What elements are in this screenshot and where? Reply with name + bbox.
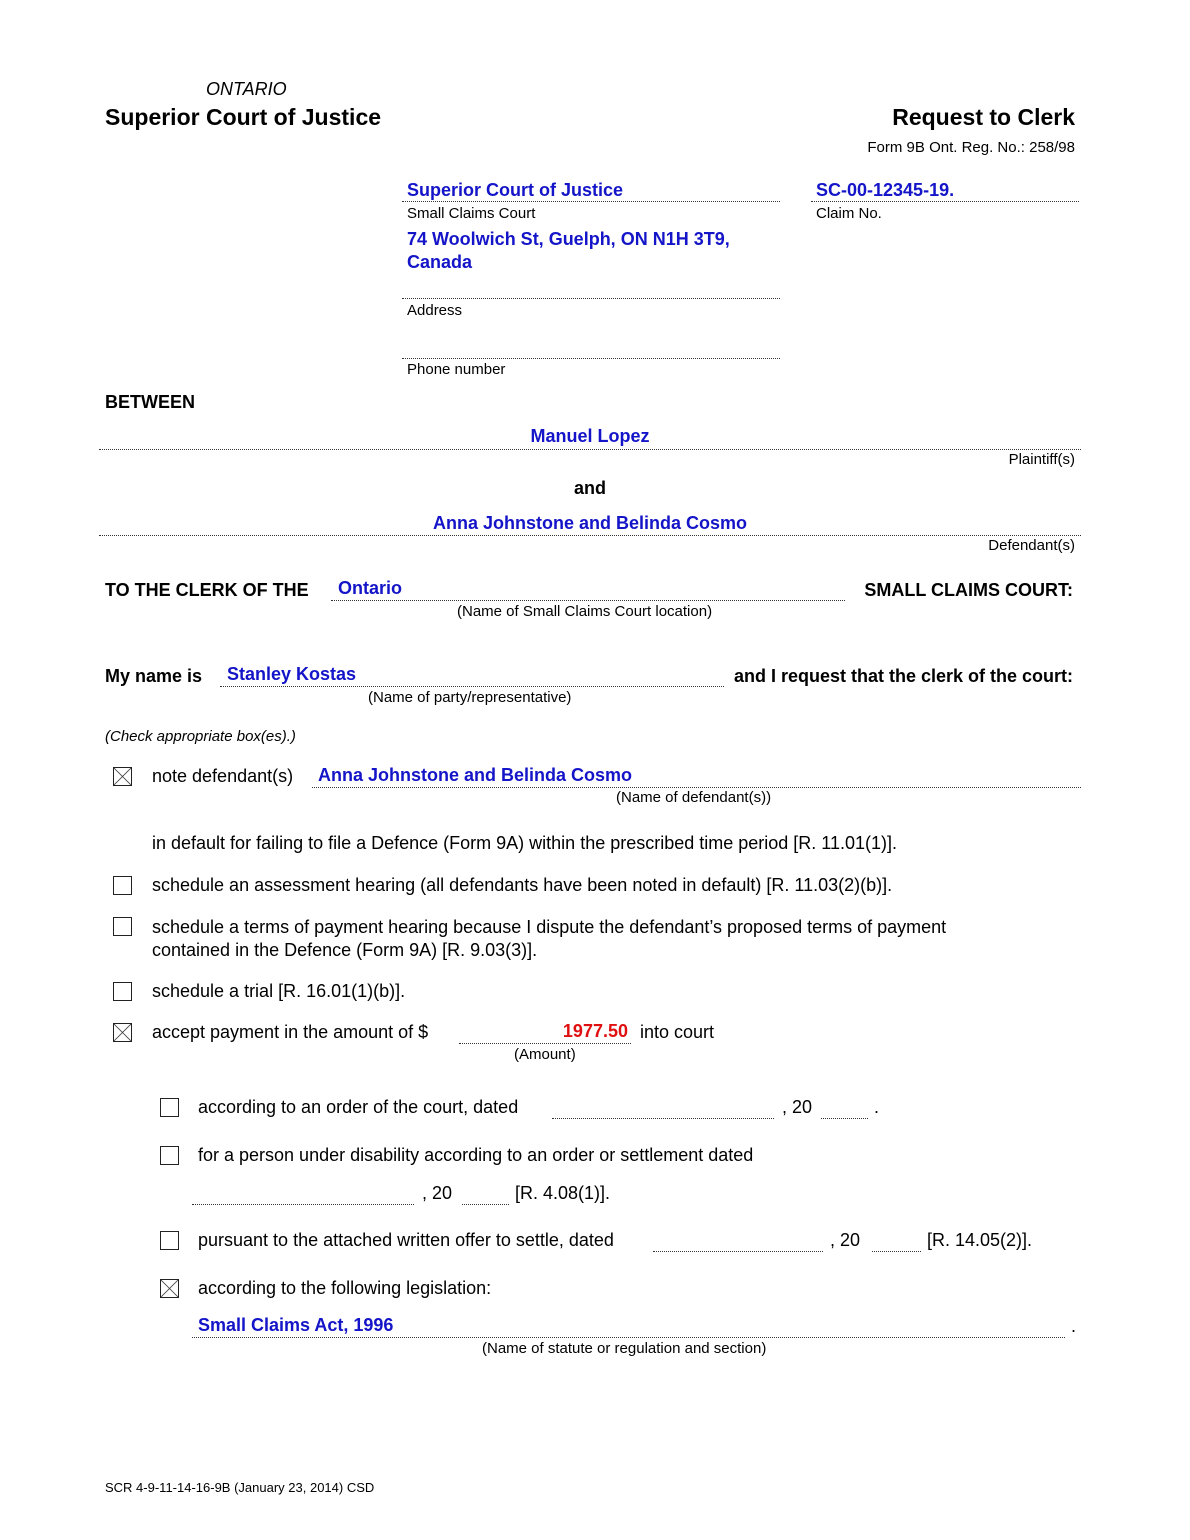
checkmark-x-icon <box>114 1024 131 1041</box>
offer-to-settle-checkbox[interactable] <box>160 1231 179 1250</box>
accept-payment-suffix: into court <box>640 1022 715 1042</box>
check-instructions: (Check appropriate box(es).) <box>105 728 296 745</box>
claim-number-caption: Claim No. <box>816 205 882 222</box>
disability-year-field[interactable] <box>462 1182 509 1205</box>
court-location-field[interactable] <box>331 577 845 601</box>
accept-payment-label: accept payment in the amount of $ <box>152 1022 429 1042</box>
amount-caption: (Amount) <box>514 1046 576 1063</box>
accept-payment-checkbox[interactable] <box>113 1023 132 1042</box>
court-name-value: Superior Court of Justice <box>407 180 624 200</box>
legislation-value: Small Claims Act, 1996 <box>198 1315 394 1335</box>
phone-field[interactable] <box>402 330 780 359</box>
checkmark-x-icon <box>114 768 131 785</box>
checkmark-x-icon <box>161 1280 178 1297</box>
offer-to-settle-year-field[interactable] <box>872 1229 921 1252</box>
court-order-date-field[interactable] <box>552 1096 774 1119</box>
disability-label: for a person under disability according to an order or settlement dated <box>198 1145 754 1165</box>
court-order-end: . <box>874 1097 880 1117</box>
address-caption: Address <box>407 302 463 319</box>
court-order-year-prefix: , 20 <box>782 1097 813 1117</box>
legislation-field[interactable] <box>192 1314 1065 1338</box>
requester-name-field[interactable] <box>220 663 724 687</box>
terms-of-payment-line-2: contained in the Defence (Form 9A) [R. 9.03(3)]. <box>152 940 538 960</box>
assessment-hearing-label: schedule an assessment hearing (all defendants have been noted in default) [R. 11.03(2)(b)]. <box>152 875 893 895</box>
terms-of-payment-line-1: schedule a terms of payment hearing because I dispute the defendant’s proposed terms of payment <box>152 917 947 937</box>
court-name-caption: Small Claims Court <box>407 205 536 222</box>
requester-name-caption: (Name of party/representative) <box>368 689 572 706</box>
address-field[interactable] <box>402 226 780 299</box>
court-name-field[interactable] <box>402 178 780 202</box>
between-label: BETWEEN <box>105 392 195 412</box>
defendant-field[interactable] <box>99 511 1081 536</box>
defendant-name-value: Anna Johnstone and Belinda Cosmo <box>318 765 633 785</box>
court-location-value: Ontario <box>338 578 403 598</box>
address-value <box>407 228 730 274</box>
address-line-1: 74 Woolwich St, Guelph, ON N1H 3T9, <box>407 229 730 249</box>
assessment-hearing-checkbox[interactable] <box>113 876 132 895</box>
phone-caption: Phone number <box>407 361 506 378</box>
amount-field[interactable] <box>459 1020 631 1044</box>
offer-to-settle-year-prefix: , 20 <box>830 1230 861 1250</box>
claim-number-value: SC-00-12345-19. <box>816 180 955 200</box>
court-heading: Superior Court of Justice <box>105 104 382 130</box>
disability-year-prefix: , 20 <box>422 1183 453 1203</box>
legislation-caption: (Name of statute or regulation and section) <box>482 1340 767 1357</box>
plaintiff-caption: Plaintiff(s) <box>1008 451 1075 468</box>
court-order-label: according to an order of the court, dated <box>198 1097 519 1117</box>
offer-to-settle-date-field[interactable] <box>653 1229 823 1252</box>
form-code: SCR 4-9-11-14-16-9B (January 23, 2014) CSD <box>105 1480 375 1495</box>
form-reference: Form 9B Ont. Reg. No.: 258/98 <box>867 139 1075 156</box>
amount-value: 1977.50 <box>562 1021 628 1041</box>
address-line-2: Canada <box>407 252 473 272</box>
court-order-year-field[interactable] <box>821 1096 868 1119</box>
clerk-prefix: TO THE CLERK OF THE <box>105 580 309 600</box>
defendant-name-caption: (Name of defendant(s)) <box>616 789 772 806</box>
note-default-label: note defendant(s) <box>152 766 294 786</box>
defendant-caption: Defendant(s) <box>988 537 1075 554</box>
terms-of-payment-label <box>152 916 946 962</box>
offer-to-settle-rule: [R. 14.05(2)]. <box>927 1230 1033 1250</box>
legislation-label: according to the following legislation: <box>198 1278 492 1298</box>
requester-suffix: and I request that the clerk of the court: <box>733 666 1073 686</box>
claim-number-field[interactable] <box>811 178 1079 202</box>
requester-prefix: My name is <box>105 666 203 686</box>
province-label: ONTARIO <box>206 79 287 99</box>
legislation-end: . <box>1071 1316 1077 1336</box>
defendant-value: Anna Johnstone and Belinda Cosmo <box>432 513 748 533</box>
plaintiff-value: Manuel Lopez <box>530 426 650 446</box>
terms-of-payment-checkbox[interactable] <box>113 917 132 936</box>
and-label: and <box>573 478 606 498</box>
offer-to-settle-label: pursuant to the attached written offer to settle, dated <box>198 1230 614 1250</box>
disability-date-field[interactable] <box>192 1182 414 1205</box>
plaintiff-field[interactable] <box>99 424 1081 450</box>
note-default-continuation: in default for failing to file a Defence (Form 9A) within the prescribed time period [R. 11.01(1)]. <box>152 833 898 853</box>
disability-checkbox[interactable] <box>160 1146 179 1165</box>
form-title: Request to Clerk <box>892 104 1075 130</box>
disability-rule: [R. 4.08(1)]. <box>515 1183 611 1203</box>
defendant-name-field[interactable] <box>312 764 1081 788</box>
court-order-checkbox[interactable] <box>160 1098 179 1117</box>
note-default-checkbox[interactable] <box>113 767 132 786</box>
legislation-checkbox[interactable] <box>160 1279 179 1298</box>
trial-label: schedule a trial [R. 16.01(1)(b)]. <box>152 981 406 1001</box>
court-location-caption: (Name of Small Claims Court location) <box>457 603 713 620</box>
clerk-suffix: SMALL CLAIMS COURT: <box>864 580 1073 600</box>
trial-checkbox[interactable] <box>113 982 132 1001</box>
requester-name-value: Stanley Kostas <box>227 664 357 684</box>
